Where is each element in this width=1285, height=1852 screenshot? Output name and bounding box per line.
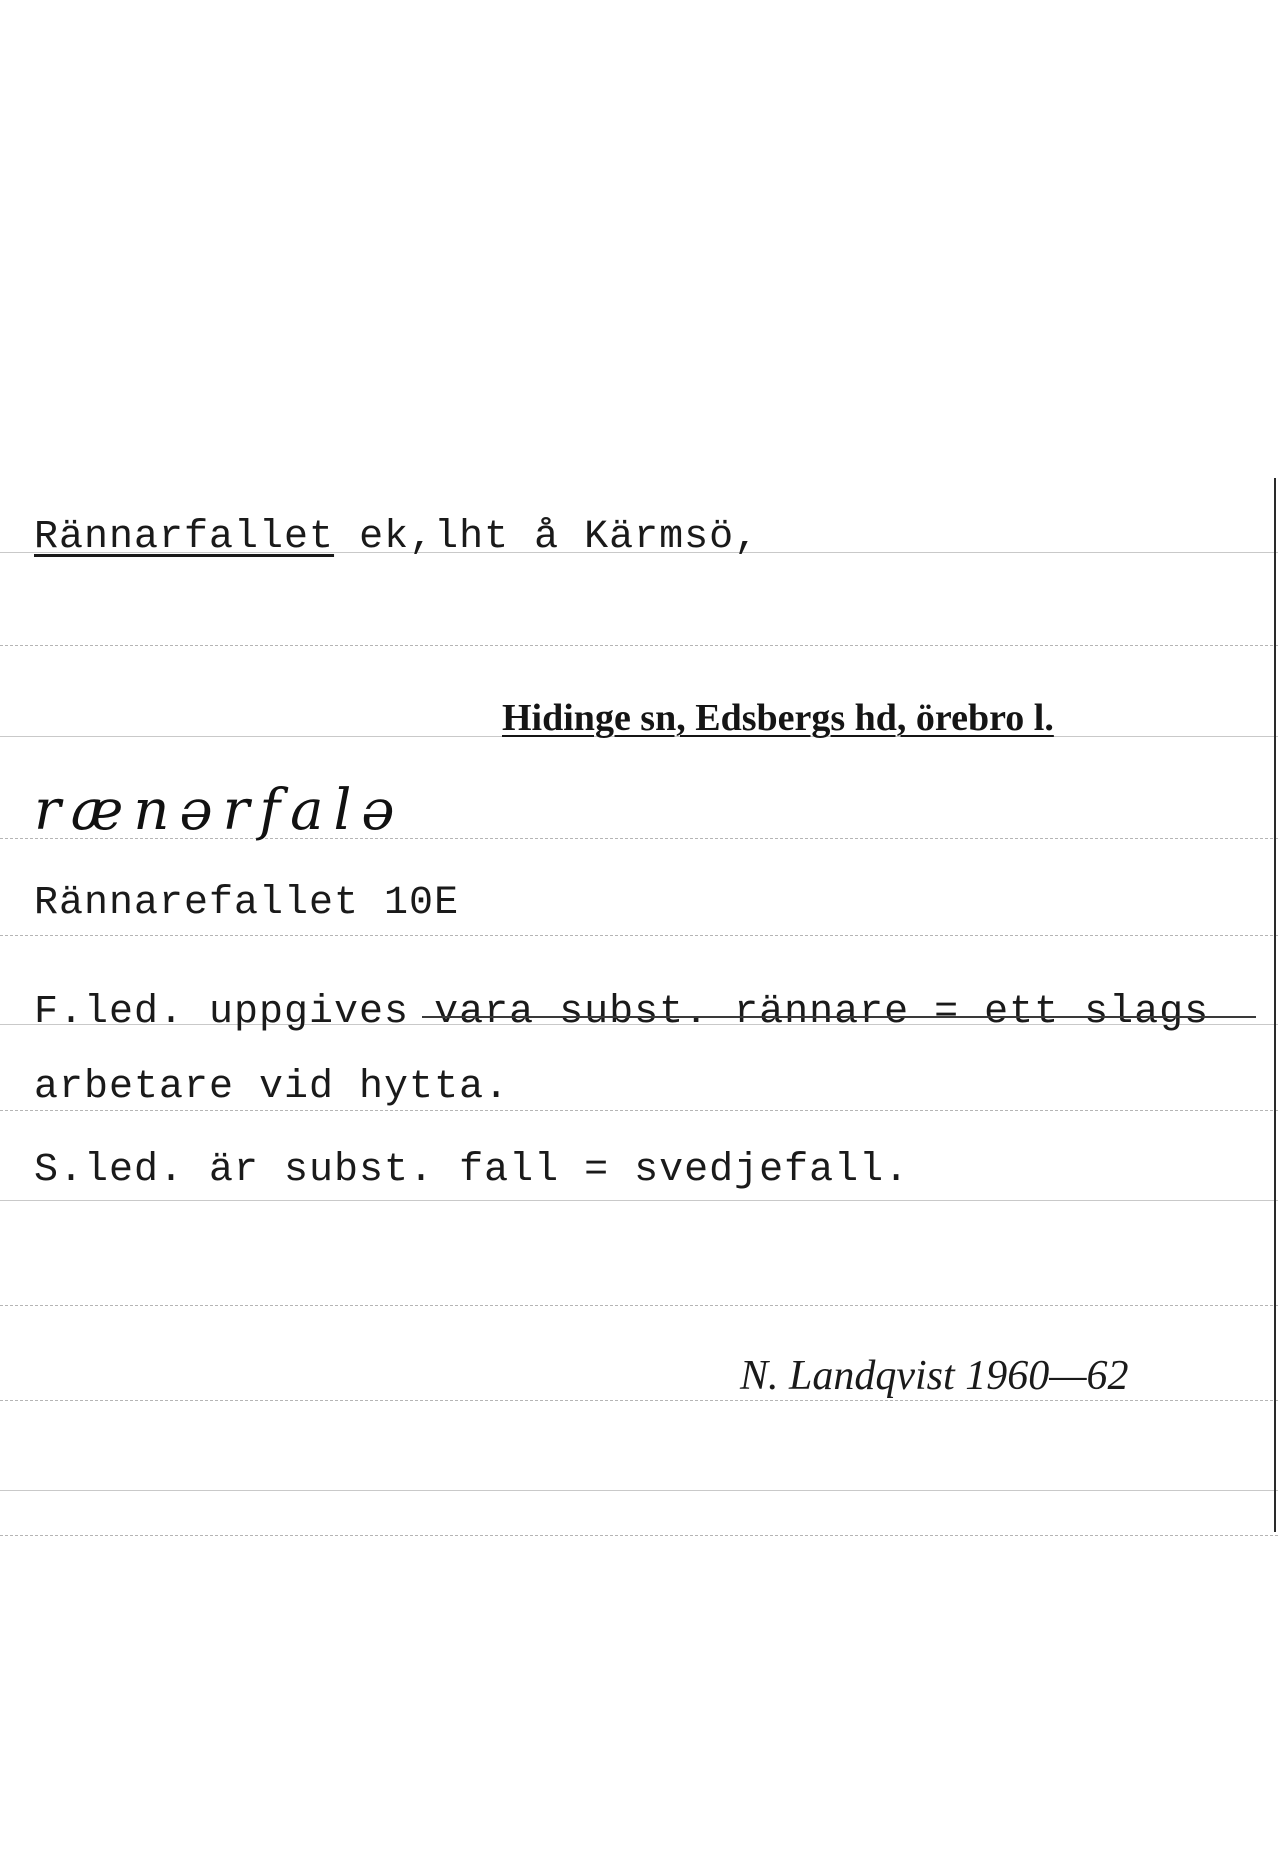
card-rule [0,1200,1278,1201]
headword: Rännarfallet [34,515,335,560]
card-rule [0,1535,1278,1536]
note-line-1: F.led. uppgives vara subst. rännare = ett slags [34,990,1210,1035]
card-rule [0,1400,1278,1401]
phonetic-transcription: rænərfalə [34,778,405,843]
signature: N. Landqvist 1960—62 [740,1353,1129,1399]
card-edge [1274,478,1276,1532]
note-line-2: arbetare vid hytta. [34,1065,510,1110]
card-rule [0,1305,1278,1306]
card-rule [0,1490,1278,1491]
header-details: ek,lht å Kärmsö, [359,515,760,560]
form-line: Rännarefallet 10E [34,881,460,926]
note-line-3: S.led. är subst. fall = svedjefall. [34,1148,910,1193]
card-rule [0,645,1278,646]
location-line: Hidinge sn, Edsbergs hd, örebro l. [502,697,1054,739]
card-rule [0,935,1278,936]
strike-through [422,1016,1256,1018]
header-line [34,515,759,560]
card-rule [0,1110,1278,1111]
